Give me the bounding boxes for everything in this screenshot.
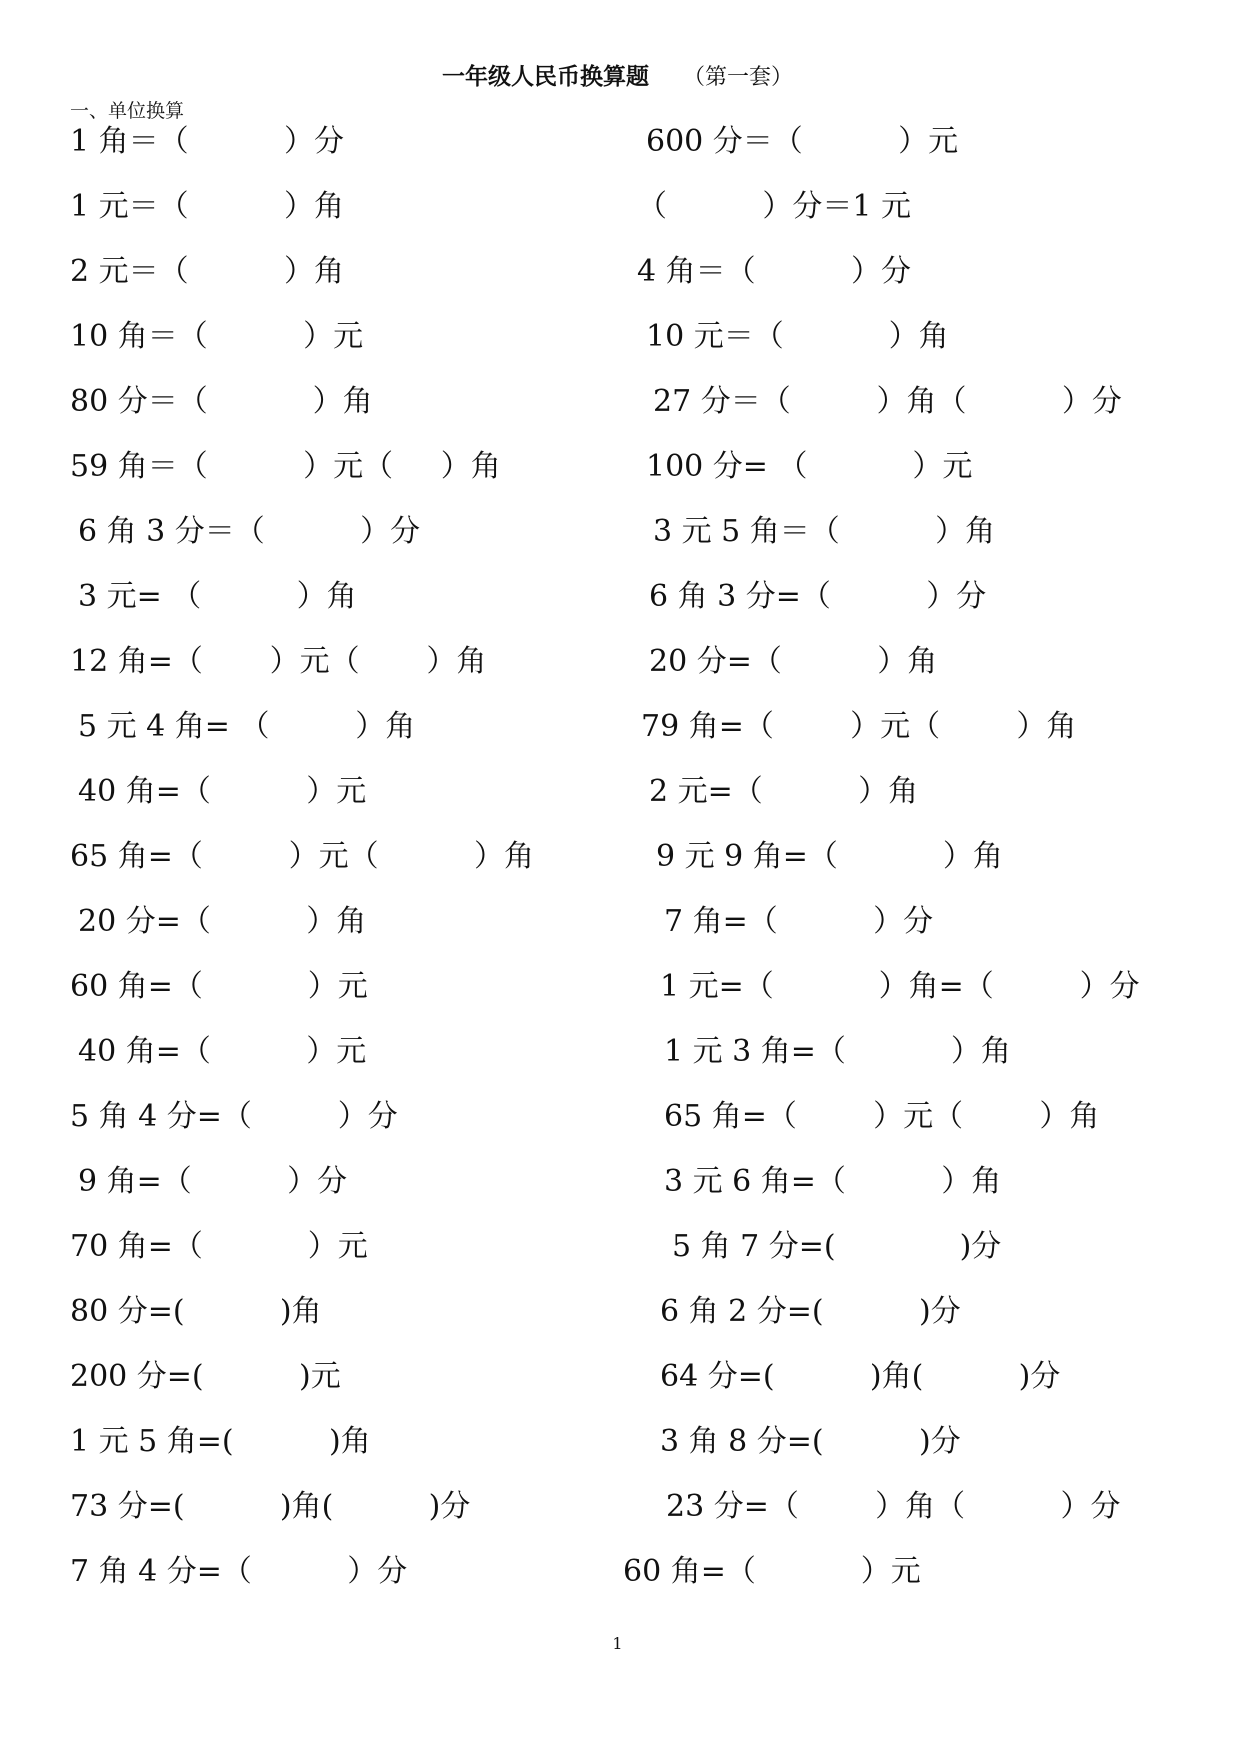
section-heading: 一、单位换算 — [70, 100, 185, 122]
left-problem-21: 1 元 5 角=( )角 — [70, 1424, 371, 1459]
left-problem-23: 7 角 4 分=（ ）分 — [70, 1554, 408, 1589]
right-problem-7: 3 元 5 角＝（ ）角 — [653, 514, 996, 549]
left-problem-16: 5 角 4 分=（ ）分 — [70, 1099, 398, 1134]
right-problem-3: 4 角＝（ ）分 — [637, 254, 911, 289]
right-problem-21: 3 角 8 分=( )分 — [660, 1424, 961, 1459]
left-problem-20: 200 分=( )元 — [70, 1359, 341, 1394]
left-problem-18: 70 角=（ ）元 — [70, 1229, 368, 1264]
right-problem-8: 6 角 3 分=（ ）分 — [649, 579, 987, 614]
left-problem-5: 80 分＝（ ）角 — [70, 384, 373, 419]
left-problem-8: 3 元= （ ）角 — [78, 579, 357, 614]
right-problem-17: 3 元 6 角=（ ）角 — [664, 1164, 1002, 1199]
worksheet-subtitle: （第一套） — [682, 65, 793, 90]
left-problem-12: 65 角=（ ）元（ ）角 — [70, 839, 535, 874]
right-problem-22: 23 分=（ ）角（ ）分 — [666, 1489, 1121, 1524]
worksheet-title: 一年级人民币换算题 — [441, 63, 649, 90]
left-problem-15: 40 角=（ ）元 — [78, 1034, 367, 1069]
right-problem-12: 9 元 9 角=（ ）角 — [656, 839, 1003, 874]
left-problem-4: 10 角＝（ ）元 — [70, 319, 364, 354]
right-problem-19: 6 角 2 分=( )分 — [660, 1294, 961, 1329]
left-problem-9: 12 角=（ ）元（ ）角 — [70, 644, 487, 679]
right-problem-10: 79 角=（ ）元（ ）角 — [641, 709, 1077, 744]
right-problem-16: 65 角=（ ）元（ ）角 — [664, 1099, 1100, 1134]
left-problem-17: 9 角=（ ）分 — [78, 1164, 348, 1199]
left-problem-1: 1 角＝（ ）分 — [70, 124, 344, 159]
right-problem-6: 100 分= （ ）元 — [646, 449, 973, 484]
left-problem-10: 5 元 4 角= （ ）角 — [78, 709, 416, 744]
left-problem-7: 6 角 3 分＝（ ）分 — [78, 514, 421, 549]
right-problem-4: 10 元＝（ ）角 — [646, 319, 949, 354]
right-problem-5: 27 分＝（ ）角（ ）分 — [653, 384, 1122, 419]
right-problem-18: 5 角 7 分=( )分 — [672, 1229, 1002, 1264]
right-problem-11: 2 元=（ ）角 — [649, 774, 919, 809]
right-problem-20: 64 分=( )角( )分 — [660, 1359, 1061, 1394]
right-problem-14: 1 元=（ ）角=（ ）分 — [660, 969, 1140, 1004]
right-problem-9: 20 分=（ ）角 — [649, 644, 938, 679]
right-problem-13: 7 角=（ ）分 — [664, 904, 934, 939]
page-number: 1 — [612, 1634, 623, 1653]
page-title — [0, 58, 1235, 91]
right-problem-23: 60 角=（ ）元 — [623, 1554, 921, 1589]
left-problem-11: 40 角=（ ）元 — [78, 774, 367, 809]
left-problem-19: 80 分=( )角 — [70, 1294, 322, 1329]
left-problem-22: 73 分=( )角( )分 — [70, 1489, 471, 1524]
right-problem-1: 600 分＝（ ）元 — [646, 124, 959, 159]
left-problem-6: 59 角＝（ ）元（ ）角 — [70, 449, 501, 484]
left-problem-13: 20 分=（ ）角 — [78, 904, 367, 939]
left-problem-2: 1 元＝（ ）角 — [70, 189, 344, 224]
left-problem-3: 2 元＝（ ）角 — [70, 254, 344, 289]
right-problem-2: （ ）分＝1 元 — [637, 189, 911, 224]
left-problem-14: 60 角=（ ）元 — [70, 969, 368, 1004]
right-problem-15: 1 元 3 角=（ ）角 — [664, 1034, 1011, 1069]
